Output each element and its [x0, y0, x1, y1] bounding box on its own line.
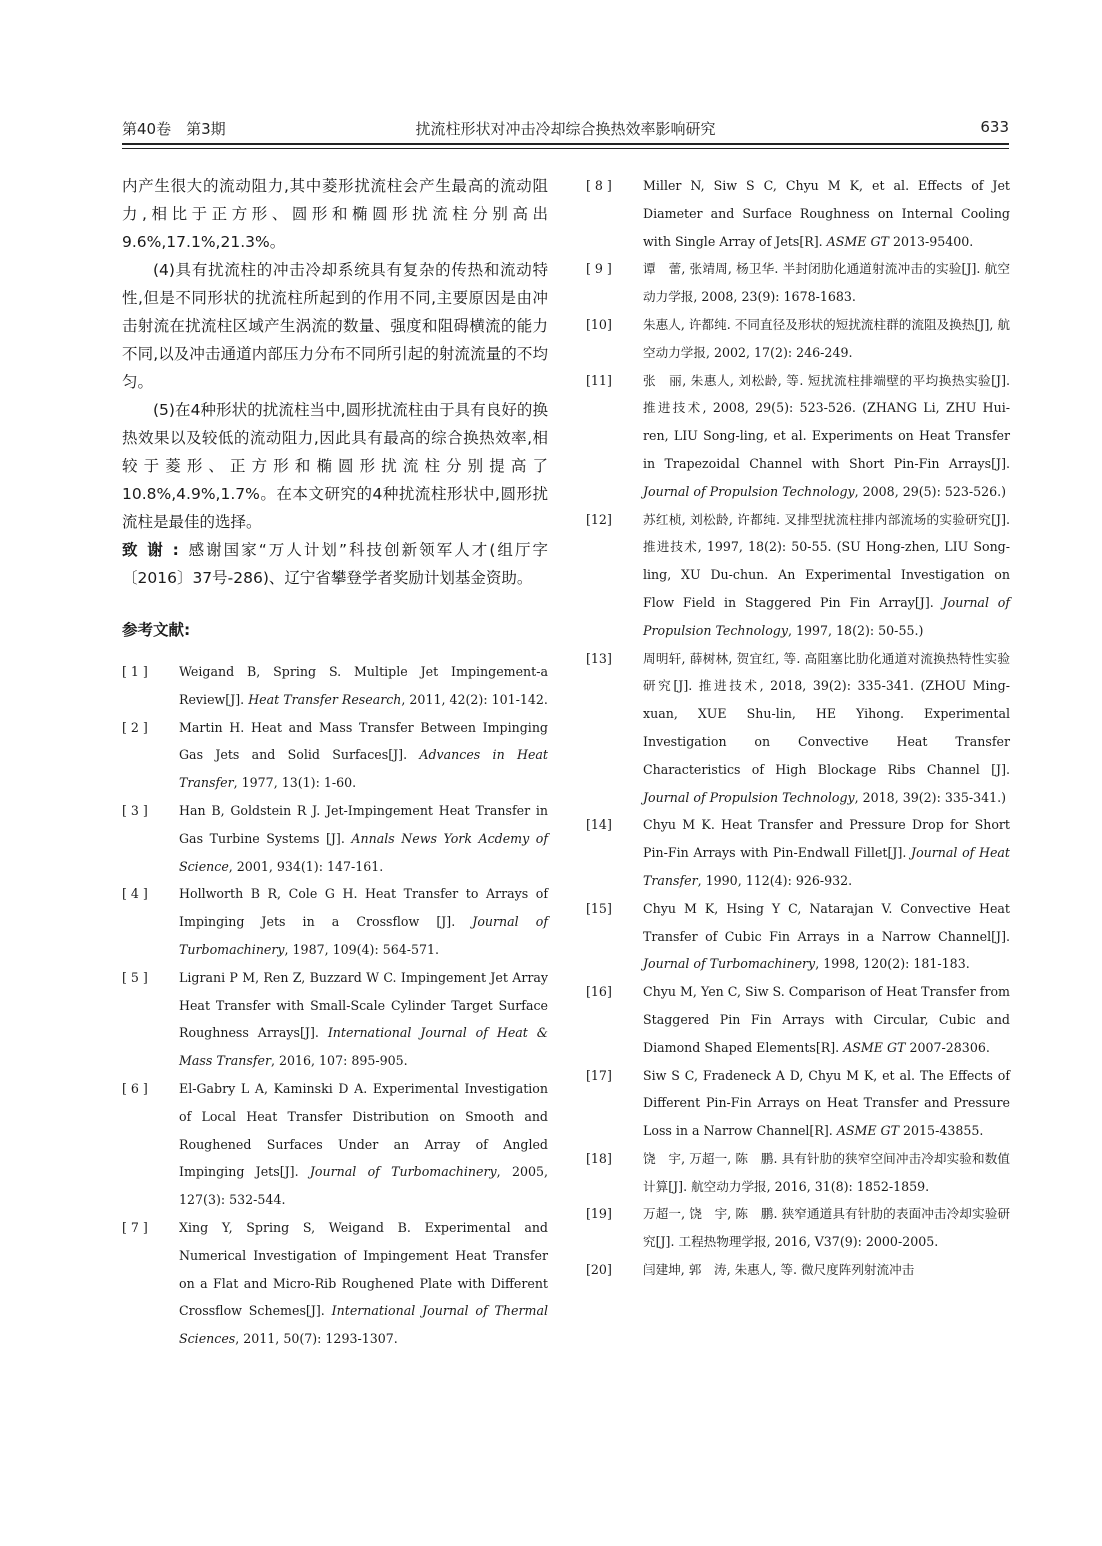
reference-journal: Journal of Propulsion Technology: [643, 789, 855, 805]
reference-number: [15]: [586, 900, 612, 916]
reference-journal: International Journal of Thermal Sciences: [179, 1303, 548, 1347]
conclusion-text: [122, 172, 548, 592]
reference-number: [10]: [586, 316, 612, 332]
reference-details: 2015-43855.: [899, 1123, 984, 1139]
reference-body: 谭 蕾, 张靖周, 杨卫华. 半封闭肋化通道射流冲击的实验[J]. 航空动力学报, 2008, 23(9): 1678-1683.: [643, 261, 1010, 305]
reference-details: , 1990, 112(4): 926-932.: [697, 872, 853, 888]
acknowledgement-text: 感谢国家“万人计划”科技创新领军人才(组厅字〔2016〕37号-286)、辽宁省攀登学者奖励计划基金资助。: [122, 541, 548, 587]
reference-text: [643, 895, 1010, 978]
reference-number: [20]: [586, 1262, 612, 1278]
reference-body: 万超一, 饶 宇, 陈 鹏. 狭窄通道具有针肋的表面冲击冷却实验研究[J]. 工程热物理学报, 2016, V37(9): 2000-2005.: [643, 1206, 1010, 1250]
reference-body: Miller N, Siw S C, Chyu M K, et al. Effects of Jet Diameter and Surface Roughness on Internal Cooling with Single Array of Jets[R].: [643, 178, 1010, 249]
reference-number: [11]: [586, 372, 612, 388]
reference-body: 张 丽, 朱惠人, 刘松龄, 等. 短扰流柱排端壁的平均换热实验[J]. 推进技术, 2008, 29(5): 523-526. (ZHANG Li, ZHU Hui-ren, LIU Song-ling, et al. Experiments on Heat Transfer in Trapezoidal Channel with Short Pin-Fin Arrays[J].: [643, 372, 1010, 471]
reference-number: [ 8 ]: [586, 178, 612, 193]
reference-journal: Journal of Turbomachinery: [179, 914, 549, 957]
reference-text: [643, 1256, 1010, 1284]
reference-number: [ 9 ]: [586, 261, 612, 277]
reference-details: , 2011, 50(7): 1293-1307.: [235, 1331, 398, 1347]
reference-item: [586, 1200, 1010, 1256]
reference-body: 朱惠人, 许都纯. 不同直径及形状的短扰流柱群的流阻及换热[J], 航空动力学报, 2002, 17(2): 246-249.: [643, 316, 1010, 360]
reference-details: , 2016, 107: 895-905.: [270, 1053, 408, 1069]
paragraph-5: (5)在4种形状的扰流柱当中,圆形扰流柱由于具有良好的换热效果以及较低的流动阻力,因此具有最高的综合换热效率,相较于菱形、正方形和椭圆形扰流柱分别提高了10.8%,4.9%,1.7%。在本文研究的4种扰流柱形状中,圆形扰流柱是最佳的选择。: [122, 401, 548, 531]
reference-number: [ 1 ]: [122, 664, 148, 679]
reference-journal: Journal of Turbomachinery: [309, 1164, 497, 1180]
reference-body: 周明轩, 薛树林, 贺宜红, 等. 高阻塞比肋化通道对流换热特性实验研究[J]. 推进技术, 2018, 39(2): 335-341. (ZHOU Ming-xuan, XUE Shu-lin, HE Yihong. Experimental Investigation on Convective Heat Transfer Characteristics of High Blockage Ribs Channel [J].: [643, 650, 1010, 777]
reference-item: [586, 1145, 1010, 1201]
reference-text: [179, 797, 548, 880]
reference-text: [179, 714, 548, 797]
reference-number: [17]: [586, 1067, 612, 1083]
running-header: [122, 116, 1009, 140]
reference-text: [179, 964, 548, 1075]
reference-item: [586, 895, 1010, 978]
reference-body: Hollworth B R, Cole G H. Heat Transfer to Arrays of Impinging Jets in a Crossflow [J].: [179, 886, 548, 930]
reference-journal: Advances in Heat Transfer: [179, 747, 548, 791]
reference-body: Siw S C, Fradeneck A D, Chyu M K, et al. The Effects of Different Pin-Fin Arrays on Heat Transfer and Pressure Loss in a Narrow Channel[R].: [643, 1067, 1010, 1139]
reference-item: [586, 978, 1010, 1061]
reference-body: Chyu M K, Hsing Y C, Natarajan V. Convective Heat Transfer of Cubic Fin Arrays in a Narrow Channel[J].: [643, 900, 1010, 944]
reference-text: [179, 880, 548, 963]
reference-details: , 1998, 120(2): 181-183.: [815, 956, 970, 972]
reference-text: [179, 1075, 548, 1214]
reference-item: [122, 714, 548, 797]
reference-item: [122, 1214, 548, 1353]
reference-item: [122, 880, 548, 963]
reference-text: [643, 1062, 1010, 1145]
reference-body: Chyu M, Yen C, Siw S. Comparison of Heat Transfer from Staggered Pin Fin Arrays with Circular, Cubic and Diamond Shaped Elements[R].: [643, 984, 1010, 1055]
reference-details: 2013-95400.: [888, 233, 974, 249]
reference-number: [ 7 ]: [122, 1219, 148, 1235]
reference-journal: Journal of Heat Transfer: [643, 845, 1010, 888]
reference-number: [13]: [586, 650, 612, 666]
reference-journal: International Journal of Heat & Mass Transfer: [179, 1025, 549, 1069]
reference-details: , 2008, 29(5): 523-526.): [854, 483, 1007, 499]
reference-item: [122, 964, 548, 1075]
reference-number: [ 4 ]: [122, 886, 148, 902]
reference-item: [586, 811, 1010, 894]
reference-body: 饶 宇, 万超一, 陈 鹏. 具有针肋的狭窄空间冲击冷却实验和数值计算[J]. 航空动力学报, 2016, 31(8): 1852-1859.: [643, 1150, 1010, 1194]
reference-journal: Journal of Turbomachinery: [643, 956, 816, 972]
reference-item: [586, 1062, 1010, 1145]
paragraph-continued: 内产生很大的流动阻力,其中菱形扰流柱会产生最高的流动阻力,相比于正方形、圆形和椭圆形扰流柱分别高出9.6%,17.1%,21.3%。: [122, 177, 548, 251]
reference-body: 苏红桢, 刘松龄, 许都纯. 叉排型扰流柱排内部流场的实验研究[J]. 推进技术, 1997, 18(2): 50-55. (SU Hong-zhen, LIU Song-ling, XU Du-chun. An Experimental Investigation on Flow Field in Staggered Pin Fin Array[J].: [643, 511, 1010, 610]
page-number: 633: [980, 118, 1009, 136]
paragraph-4: (4)具有扰流柱的冲击冷却系统具有复杂的传热和流动特性,但是不同形状的扰流柱所起到的作用不同,主要原因是由冲击射流在扰流柱区域产生涡流的数量、强度和阻碍横流的能力不同,以及冲击通道内部压力分布不同所引起的射流流量的不均匀。: [122, 261, 548, 391]
reference-text: [643, 506, 1010, 645]
reference-item: [586, 255, 1010, 311]
reference-journal: Journal of Propulsion Technology: [643, 594, 1011, 638]
reference-text: [179, 1214, 548, 1353]
reference-journal: Heat Transfer Research: [248, 691, 402, 707]
reference-text: [643, 311, 1010, 367]
reference-number: [18]: [586, 1150, 612, 1166]
reference-text: [643, 645, 1010, 812]
reference-journal: ASME GT: [843, 1039, 906, 1055]
header-rule-thick: [122, 143, 1009, 145]
reference-details: , 2005, 127(3): 532-544.: [179, 1164, 548, 1208]
reference-item: [122, 797, 548, 880]
right-column: [586, 172, 1010, 1284]
header-rule-thin: [122, 148, 1009, 149]
reference-text: [643, 367, 1010, 506]
reference-number: [ 5 ]: [122, 969, 148, 985]
reference-number: [14]: [586, 817, 612, 833]
reference-text: [179, 658, 548, 714]
reference-number: [ 3 ]: [122, 802, 148, 818]
reference-item: [122, 1075, 548, 1214]
reference-body: Ligrani P M, Ren Z, Buzzard W C. Impingement Jet Array Heat Transfer with Small-Scale Cylinder Target Surface Roughness Arrays[J].: [179, 969, 548, 1041]
reference-details: , 1977, 13(1): 1-60.: [233, 775, 357, 791]
reference-item: [586, 311, 1010, 367]
reference-body: El-Gabry L A, Kaminski D A. Experimental Investigation of Local Heat Transfer Distribution on Smooth and Roughened Surfaces Under an Array of Angled Impinging Jets[J].: [179, 1080, 548, 1180]
reference-details: 2007-28306.: [905, 1039, 990, 1055]
reference-body: Chyu M K. Heat Transfer and Pressure Drop for Short Pin-Fin Arrays with Pin-Endwall Fillet[J].: [643, 817, 1010, 861]
reference-journal: Annals News York Acdemy of Science: [179, 830, 548, 874]
references-left-list: [122, 658, 548, 1353]
reference-number: [ 2 ]: [122, 719, 148, 735]
reference-number: [12]: [586, 511, 612, 527]
reference-text: [643, 811, 1010, 894]
reference-text: [643, 1200, 1010, 1256]
reference-journal: ASME GT: [836, 1123, 900, 1139]
reference-text: [643, 978, 1010, 1061]
volume-issue: 第40卷 第3期: [122, 120, 226, 138]
acknowledgement-heading: 致谢:: [122, 541, 187, 559]
references-title: 参考文献:: [122, 621, 191, 639]
acknowledgement: [122, 536, 548, 592]
reference-details: , 2018, 39(2): 335-341.): [854, 789, 1007, 805]
reference-details: , 2011, 42(2): 101-142.: [401, 691, 548, 707]
reference-item: [586, 645, 1010, 812]
reference-number: [16]: [586, 984, 612, 1000]
reference-details: , 2001, 934(1): 147-161.: [228, 858, 384, 874]
reference-body: Weigand B, Spring S. Multiple Jet Impingement-a Review[J].: [179, 664, 548, 707]
reference-body: Martin H. Heat and Mass Transfer Between Impinging Gas Jets and Solid Surfaces[J].: [179, 719, 548, 763]
reference-details: , 1997, 18(2): 50-55.): [787, 622, 924, 638]
running-title: 扰流柱形状对冲击冷却综合换热效率影响研究: [415, 120, 716, 138]
reference-body: Han B, Goldstein R J. Jet-Impingement Heat Transfer in Gas Turbine Systems [J].: [179, 802, 548, 846]
reference-journal: Journal of Propulsion Technology: [643, 483, 855, 499]
reference-text: [643, 1145, 1010, 1201]
reference-details: , 1987, 109(4): 564-571.: [284, 941, 440, 957]
reference-item: [586, 1256, 1010, 1284]
references-right-list: [586, 172, 1010, 1284]
reference-item: [586, 367, 1010, 506]
reference-item: [586, 172, 1010, 255]
reference-item: [122, 658, 548, 714]
reference-journal: ASME GT: [826, 233, 889, 249]
reference-text: [643, 172, 1010, 255]
reference-number: [ 6 ]: [122, 1080, 148, 1096]
left-column: [122, 172, 548, 1353]
reference-number: [19]: [586, 1206, 612, 1222]
reference-text: [643, 255, 1010, 311]
reference-item: [586, 506, 1010, 645]
reference-body: Xing Y, Spring S, Weigand B. Experimental and Numerical Investigation of Impingement Heat Transfer on a Flat and Micro-Rib Roughened Plate with Different Crossflow Schemes[J].: [179, 1219, 548, 1319]
reference-body: 闫建坤, 郭 涛, 朱惠人, 等. 微尺度阵列射流冲击: [643, 1262, 915, 1278]
